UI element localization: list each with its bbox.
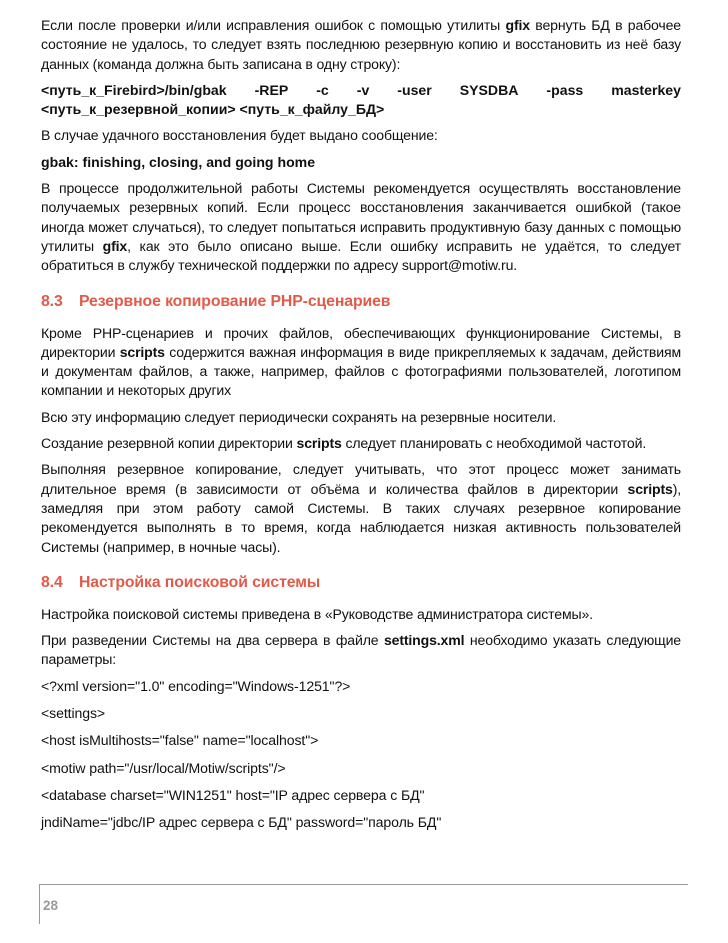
paragraph-two-servers: При разведении Системы на два сервера в файле settings.xml необходимо указать следующие параметры: [41,632,681,668]
section-number: 8.4 [41,573,63,591]
code-line: <?xml version="1.0" encoding="Windows-1251"?> [41,677,351,694]
code-line: <database charset="WIN1251" host="IP адрес сервера с БД" [41,786,425,803]
paragraph-success-message-intro: В случае удачного восстановления будет выдано сообщение: [41,127,438,144]
scripts-term: scripts [119,343,165,360]
gbak-success-message: gbak: finishing, closing, and going home [41,153,316,170]
gbak-command-line-2: <путь_к_резервной_копии> <путь_к_файлу_БД> [41,101,385,118]
code-line: jndiName="jdbc/IP адрес сервера с БД" password="пароль БД" [41,814,442,831]
gfix-term: gfix [102,237,128,254]
paragraph-backup-media: Всю эту информацию следует периодически сохранять на резервные носители. [41,408,557,425]
section-heading-8-4 [41,573,681,593]
scripts-term: scripts [627,480,673,497]
footer-divider [39,884,688,885]
paragraph-backup-frequency: Создание резервной копии директории scripts следует планировать с необходимой частотой. [41,435,647,452]
cmd-token: -pass [546,81,584,98]
code-line: <motiw path="/usr/local/Motiw/scripts"/> [41,759,286,776]
cmd-token: <путь_к_Firebird>/bin/gbak [41,81,227,98]
code-line: <host isMultihosts="false" name="localhost"> [41,732,319,749]
cmd-token: -c [316,81,329,98]
cmd-token: -REP [254,81,289,98]
code-line: <settings> [41,705,106,722]
gfix-term: gfix [505,17,530,33]
section-title: Резервное копирование PHP-сценариев [79,292,391,310]
scripts-term: scripts [296,435,342,452]
paragraph-search-admin-guide: Настройка поисковой системы приведена в «Руководстве администратора системы». [41,605,593,622]
paragraph-backup-timing: Выполняя резервное копирование, следует учитывать, что этот процесс может занимать длительное время (в зависимости от объёма и количества файлов в директории scripts), замедляя при этом работу самой Системы. В таких случаях резервное копирование рекомендуется выполнять в то время, когда наблюдается низкая активность пользователей Системы (например, в ночные часы). [41,461,681,555]
paragraph-scripts-dir: Кроме PHP-сценариев и прочих файлов, обеспечивающих функционирование Системы, в директории scripts содержится важная информация в виде прикрепляемых к задачам, действиям и документам файлов, а также, например, файлов с фотографиями пользователей, логотипом компании и некоторых других [41,324,681,399]
settings-xml-term: settings.xml [383,632,465,649]
footer-left-border [39,884,40,924]
paragraph-gfix-restore: Если после проверки и/или исправления ошибок с помощью утилиты gfix вернуть БД в рабочее состояние не удалось, то следует взять последнюю резервную копию и восстановить из неё базу данных (команда должна быть записана в одну строку): [41,17,681,72]
cmd-token: -v [356,81,370,98]
paragraph-restore-advice: В процессе продолжительной работы Системы рекомендуется осуществлять восстановление получаемых резервных копий. Если процесс восстановления заканчивается ошибкой (такое иногда может случаться), то следует попытаться исправить продуктивную базу данных с помощью утилиты gfix, как это было описано выше. Если ошибку исправить не удаётся, то следует обратиться в службу технической поддержки по адресу support@motiw.ru. [41,180,681,274]
section-heading-8-3 [41,292,681,312]
gbak-command-line-1 [41,81,681,100]
section-number: 8.3 [41,292,63,310]
cmd-token: SYSDBA [459,81,519,98]
cmd-token: masterkey [611,81,681,98]
cmd-token: -user [397,81,432,98]
page-number: 28 [43,898,59,913]
section-title: Настройка поисковой системы [79,573,321,591]
page-content [41,16,681,841]
